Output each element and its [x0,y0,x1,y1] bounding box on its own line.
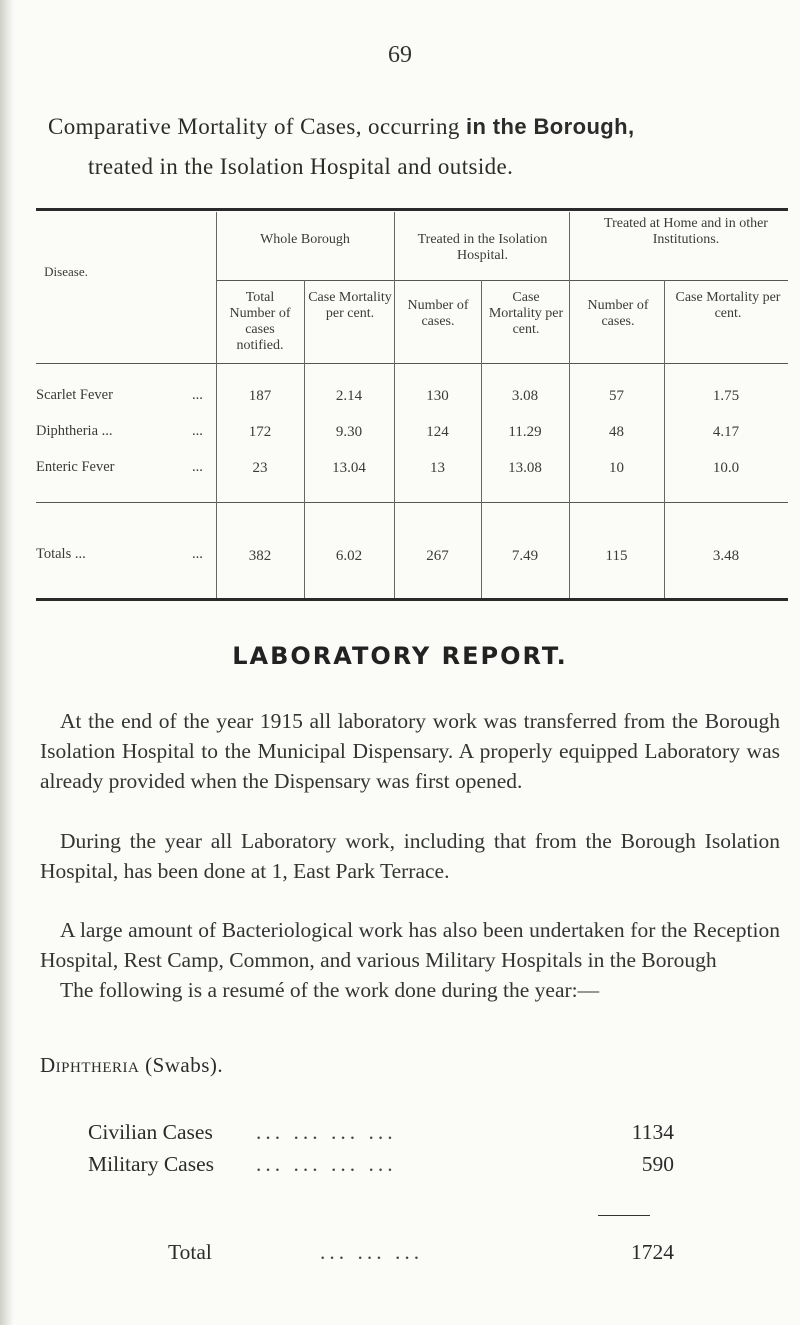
paragraph: At the end of the year 1915 all laboratory work was transferred from the Borough Isolation Hospital to the Municipal Dispensary. A properly equipped Laboratory was already provided when the Dispensary was first opened. [40,709,780,793]
leader-dots: ... [192,546,203,562]
cell-value: 3.08 [511,388,539,404]
disease-header: Disease. [44,264,88,279]
laboratory-report-heading: LABORATORY REPORT. [232,642,568,670]
cell-value: 3.48 [712,548,740,564]
cell-value: 382 [248,548,272,564]
title-bold: in the Borough, [465,114,635,139]
header-bottom-rule [36,363,788,364]
cell-value: 1.75 [712,388,740,404]
sub-header-mortality: Case Mortality per cent. [675,290,781,321]
cell-value: 48 [609,424,624,440]
cell-value: 2.14 [335,388,363,404]
cell-value: 10.0 [712,460,740,476]
paragraph: A large amount of Bacteriological work has also been undertaken for the Reception Hospital, Rest Camp, Common, and various Military Hospitals in the Borough [40,918,780,972]
leader-dots: ... [192,387,203,403]
cell-value: 115 [605,548,628,564]
col-divider [216,212,217,598]
cell-value: 124 [426,424,449,440]
cell-value: 7.49 [511,548,539,564]
mortality-table [36,208,788,604]
leader-dots: ... [192,459,203,475]
cell-value: 57 [609,388,624,404]
page-title-line-1 [48,114,788,140]
cell-value: 11.29 [508,424,542,440]
paragraph: During the year all Laboratory work, including that from the Borough Isolation Hospital, has been done at 1, East Park Terrace. [40,829,780,883]
sub-header-number: Number of cases. [587,298,649,329]
cell-value: 13.04 [332,460,366,476]
item-value: 1134 [631,1120,674,1144]
sub-header-total-notified: Total Number of cases notified. [229,290,291,353]
sub-header-number: Number of cases. [407,298,469,329]
total-value: 1724 [631,1240,674,1264]
page-number: 69 [388,42,412,68]
leader-dots: ... ... ... ... [256,1152,397,1176]
cell-value: 267 [426,548,449,564]
cell-value: 23 [252,460,268,476]
row-label: Scarlet Fever [36,387,113,403]
sub-header-mortality: Case Mortality per cent. [308,290,392,321]
col-divider [569,212,570,598]
item-label: Military Cases [88,1152,214,1176]
row-label: Totals ... [36,546,86,562]
diphtheria-heading: Diphtheria (Swabs). [40,1053,224,1077]
row-label: Enteric Fever [36,459,115,475]
paragraph: The following is a resumé of the work done during the year:— [60,978,600,1002]
item-value: 590 [641,1152,674,1176]
cell-value: 10 [609,460,624,476]
leader-dots: ... [192,423,203,439]
row-label: Diphtheria ... [36,423,113,439]
cell-value: 6.02 [335,548,363,564]
leader-dots: ... ... ... ... [256,1120,397,1144]
sub-header-mortality: Case Mortality per cent. [488,290,564,337]
item-label: Civilian Cases [88,1120,213,1144]
total-label: Total [168,1240,212,1264]
cell-value: 172 [248,424,272,440]
cell-value: 187 [248,388,272,404]
group-header-whole-borough: Whole Borough [260,232,350,247]
group-header-isolation: Treated in the Isolation Hospital. [417,232,548,263]
cell-value: 4.17 [712,424,740,440]
table-bottom-rule [36,598,788,601]
cell-value: 130 [426,388,449,404]
cell-value: 13.08 [508,460,542,476]
sum-rule [598,1215,650,1216]
group-header-home: Treated at Home and in other Institutions. [604,216,768,247]
cell-value: 13 [430,460,445,476]
page-title-line-2: treated in the Isolation Hospital and outside. [88,154,514,179]
col-divider [394,212,395,598]
title-prefix: Comparative Mortality of Cases, occurring [48,114,460,139]
cell-value: 9.30 [335,424,363,440]
table-top-rule [36,208,788,211]
totals-divider [36,502,788,503]
leader-dots: ... ... ... [320,1240,424,1264]
header-divider [216,280,788,281]
